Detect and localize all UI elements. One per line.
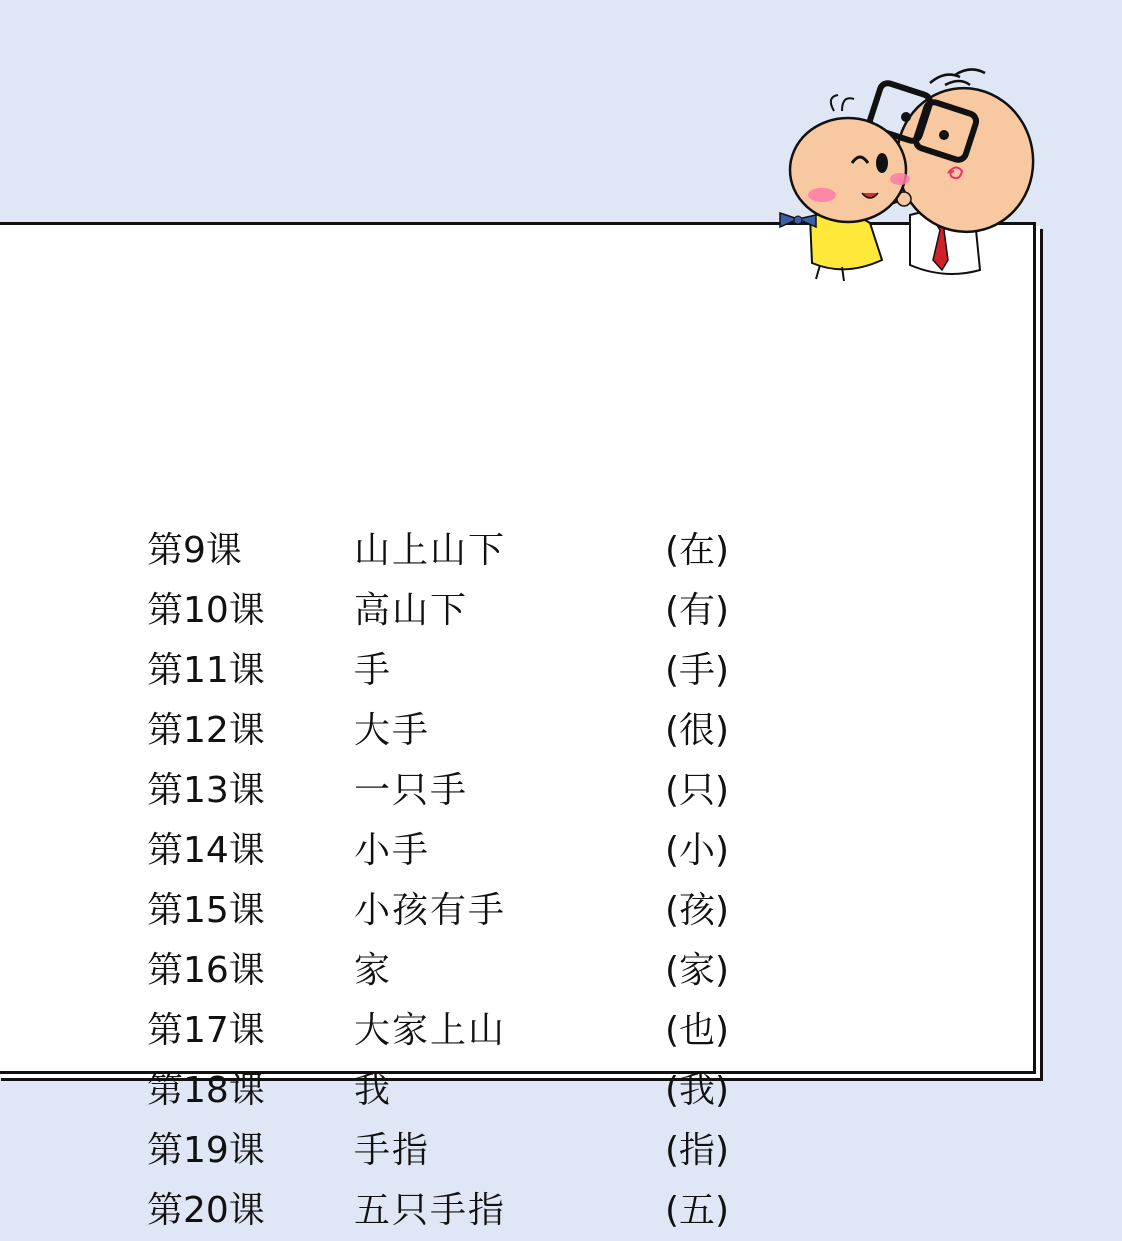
lesson-board [0, 222, 1036, 1231]
lesson-character: (小) [665, 830, 730, 871]
lesson-row [0, 761, 1033, 821]
lesson-row [0, 1061, 1033, 1121]
lesson-character: (指) [665, 1130, 730, 1171]
lesson-row [0, 641, 1033, 701]
lesson-number: 第19课 [147, 1130, 265, 1171]
lesson-number: 第16课 [147, 950, 265, 991]
lesson-character: (在) [665, 530, 730, 571]
lesson-row [0, 521, 1033, 581]
lesson-character: (家) [665, 950, 730, 991]
lesson-number: 第17课 [147, 1010, 265, 1051]
lesson-title: 山上山下 [354, 530, 507, 571]
lesson-row [0, 821, 1033, 881]
lesson-number: 第13课 [147, 770, 265, 811]
lesson-number: 第9课 [147, 530, 242, 571]
lesson-character: (很) [665, 710, 730, 751]
lesson-character: (只) [665, 770, 730, 811]
lesson-row [0, 1121, 1033, 1181]
lesson-title: 一只手 [354, 770, 469, 811]
lesson-title: 大家上山 [354, 1010, 507, 1051]
lesson-number: 第15课 [147, 890, 265, 931]
lesson-row [0, 1181, 1033, 1241]
lesson-number: 第20课 [147, 1190, 265, 1231]
lesson-list [0, 225, 1033, 1231]
lesson-title: 五只手指 [354, 1190, 507, 1231]
lesson-row [0, 881, 1033, 941]
lesson-row [0, 1001, 1033, 1061]
lesson-character: (五) [665, 1190, 730, 1231]
lesson-character: (有) [665, 590, 730, 631]
lesson-number: 第10课 [147, 590, 265, 631]
lesson-number: 第11课 [147, 650, 265, 691]
mascot-illustration [770, 55, 1040, 285]
lesson-title: 小手 [354, 830, 431, 871]
lesson-row [0, 701, 1033, 761]
lesson-character: (我) [665, 1070, 730, 1111]
lesson-title: 大手 [354, 710, 431, 751]
lesson-title: 手指 [354, 1130, 431, 1171]
lesson-row [0, 581, 1033, 641]
lesson-character: (也) [665, 1010, 730, 1051]
lesson-title: 手 [354, 650, 393, 691]
lesson-title: 我 [354, 1070, 393, 1111]
lesson-character: (手) [665, 650, 730, 691]
lesson-title: 小孩有手 [354, 890, 507, 931]
lesson-title: 高山下 [354, 590, 469, 631]
lesson-number: 第14课 [147, 830, 265, 871]
lesson-title: 家 [354, 950, 393, 991]
lesson-number: 第12课 [147, 710, 265, 751]
lesson-row [0, 941, 1033, 1001]
girl-mascot [780, 95, 911, 281]
lesson-character: (孩) [665, 890, 730, 931]
lesson-number: 第18课 [147, 1070, 265, 1111]
